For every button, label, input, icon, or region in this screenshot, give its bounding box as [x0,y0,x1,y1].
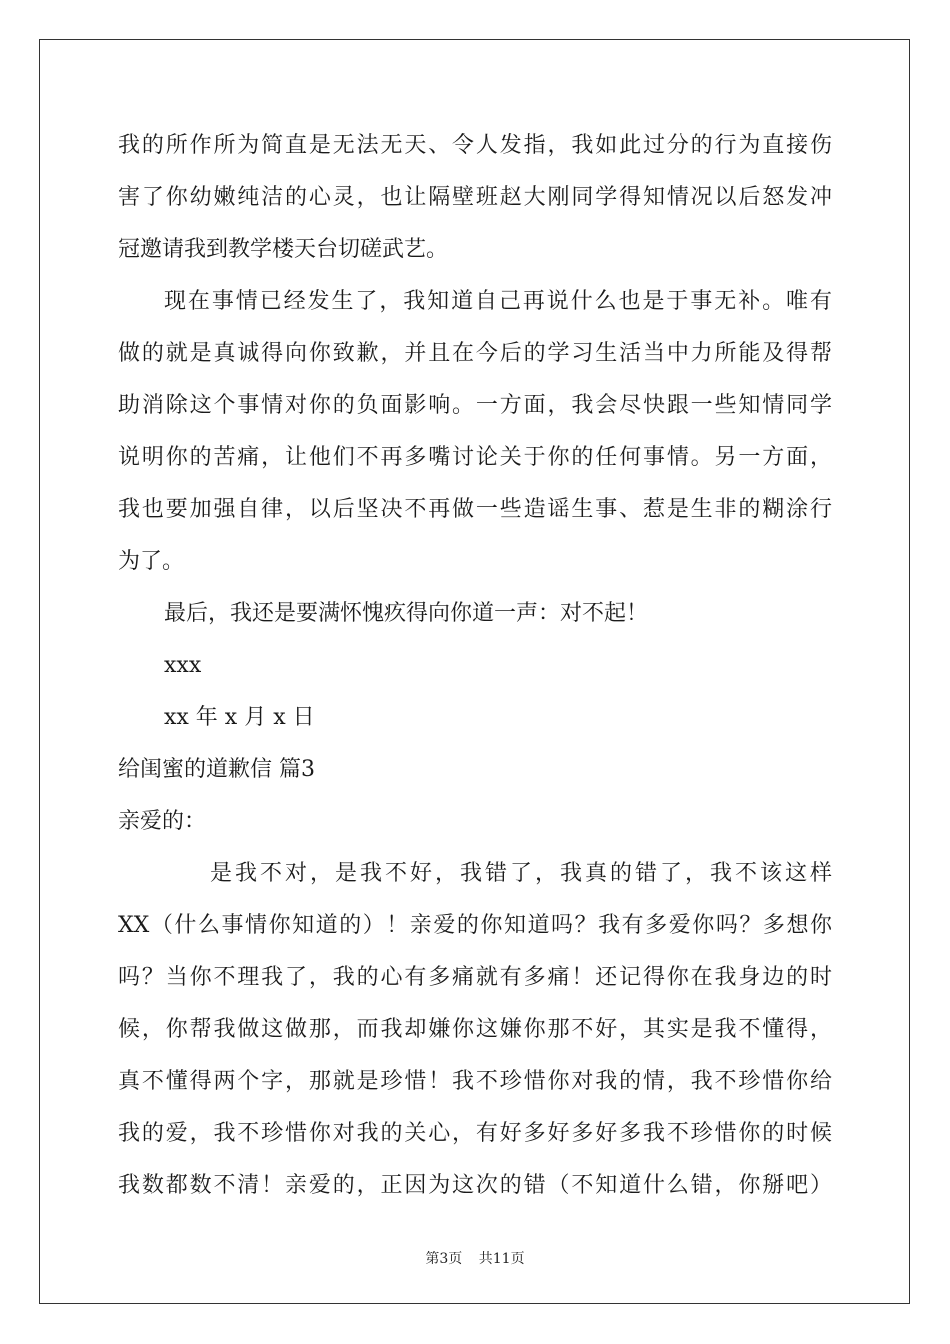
text-line: 我数都数不清！亲爱的，正因为这次的错（不知道什么错，你掰吧） [118,1173,832,1198]
paragraph-1 [118,120,832,276]
page-footer [0,1248,950,1268]
paragraph-3 [118,848,832,1212]
text-line: 现在事情已经发生了，我知道自己再说什么也是于事无补。唯有 [164,289,832,314]
text-line: 我的爱，我不珍惜你对我的关心，有好多好多好多我不珍惜你的时候 [118,1121,832,1146]
text-line: XX（什么事情你知道的）！亲爱的你知道吗？我有多爱你吗？多想你 [118,913,832,938]
text-line: 冠邀请我到教学楼天台切磋武艺。 [118,237,449,262]
text-line: 是我不对，是我不好，我错了，我真的错了，我不该这样 [210,861,832,886]
salutation: 亲爱的： [118,809,207,834]
text-line: 做的就是真诚得向你致歉，并且在今后的学习生活当中力所能及得帮 [118,341,832,366]
text-line: 说明你的苦痛，让他们不再多嘴讨论关于你的任何事情。另一方面， [118,445,832,470]
text-line: 我也要加强自律，以后坚决不再做一些造谣生事、惹是生非的糊涂行 [118,497,832,522]
document-body [118,120,832,1212]
page-number: 第3页 [425,1251,463,1267]
text-line: 我的所作所为简直是无法无天、令人发指，我如此过分的行为直接伤 [118,133,832,158]
text-line: 候，你帮我做这做那，而我却嫌你这嫌你那不好，其实是我不懂得， [118,1017,832,1042]
text-line: 吗？当你不理我了，我的心有多痛就有多痛！还记得你在我身边的时 [118,965,832,990]
page-total: 共11页 [478,1251,525,1267]
paragraph-2 [118,276,832,588]
closing-line: 最后，我还是要满怀愧疚得向你道一声：对不起！ [164,601,649,626]
text-line: 真不懂得两个字，那就是珍惜！我不珍惜你对我的情，我不珍惜你给 [118,1069,832,1094]
section-title: 给闺蜜的道歉信 篇3 [118,757,315,782]
text-line: 害了你幼嫩纯洁的心灵，也让隔壁班赵大刚同学得知情况以后怒发冲 [118,185,832,210]
signature: xxx [164,653,202,678]
letter-date: xx 年 x 月 x 日 [164,705,315,730]
text-line: 助消除这个事情对你的负面影响。一方面，我会尽快跟一些知情同学 [118,393,832,418]
text-line: 为了。 [118,549,185,574]
